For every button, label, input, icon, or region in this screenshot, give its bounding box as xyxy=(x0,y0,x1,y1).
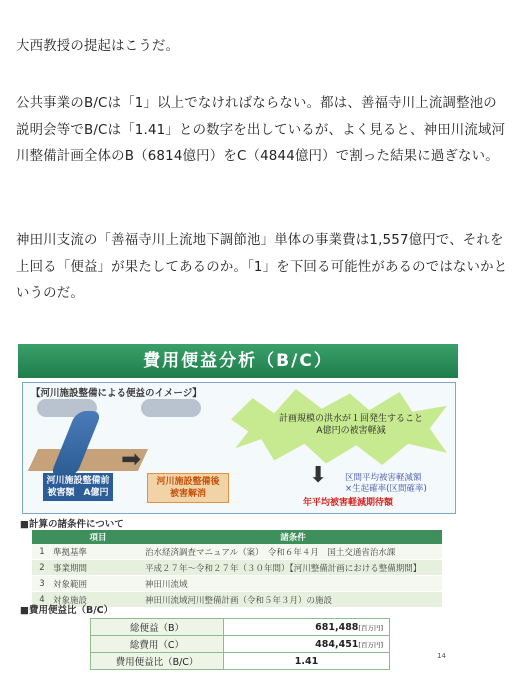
burst-text: 計画規模の洪水が１回発生すること A億円の被害軽減 xyxy=(278,414,423,436)
before-improvement-label: 河川施設整備前 被害額 A億円 xyxy=(43,473,113,501)
table-row: 総費用（C） 484,451[百万円] xyxy=(91,636,390,653)
table-row: 1 準拠基準 治水経済調査マニュアル（案） 令和６年４月 国土交通省治水課 xyxy=(32,544,442,560)
rain-cloud-icon xyxy=(141,399,201,417)
paragraph-cost-question: 神田川支流の「善福寺川上流地下調節池」単体の事業費は1,557億円で、それを上回る「便益」が果たしてあるのか。「1」を下回る可能性があるのではないかというのだ。 xyxy=(16,233,508,301)
after-improvement-label: 河川施設整備後 被害解消 xyxy=(147,473,229,503)
table-row: 4 対象施設 神田川流域河川整備計画（令和５年３月）の施設 xyxy=(32,592,442,608)
table-row: 2 事業期間 平成２７年～令和２７年（３０年間）【河川整備計画における整備期間】 xyxy=(32,560,442,576)
conditions-table xyxy=(32,530,442,608)
slide-title: 費用便益分析（B/C） xyxy=(18,344,458,378)
bc-table xyxy=(90,618,390,670)
table-row: 費用便益比（B/C） 1.41 xyxy=(91,653,390,670)
benefit-formula: 区間平均被害軽減額 ×生起確率(区間確率) xyxy=(345,473,427,494)
annual-expected-benefit: 年平均被害軽減期待額 xyxy=(303,498,394,508)
paragraph-intro: 大西教授の提起はこうだ。 xyxy=(16,39,180,54)
paragraph-bc-explanation: 公共事業のB/Cは「1」以上でなければならない。都は、善福寺川上流調整池の説明会等でB/Cは「1.41」との数字を出しているが、よく見ると、神田川流域河川整備計画全体のB（6814億円）をC（4844億円）で割った結果に過ぎない。 xyxy=(16,96,506,164)
arrow-down-icon: ⬇ xyxy=(309,463,328,488)
arrow-right-icon: ➡ xyxy=(121,445,142,473)
conditions-header-item: 項目 xyxy=(52,530,144,544)
table-row: 総便益（B） 681,488[百万円] xyxy=(91,619,390,636)
page-number: 14 xyxy=(437,652,446,660)
table-row: 3 対象範囲 神田川流域 xyxy=(32,576,442,592)
conditions-header-condition: 諸条件 xyxy=(144,530,442,544)
conditions-heading: ■計算の諸条件について xyxy=(20,519,124,530)
image-caption: 【河川施設整備による便益のイメージ】 xyxy=(31,388,202,399)
conditions-header-no xyxy=(32,530,52,544)
bc-analysis-slide-image xyxy=(18,344,458,672)
benefit-image-panel xyxy=(22,382,456,514)
bc-heading: ■費用便益比（B/C） xyxy=(20,605,114,616)
